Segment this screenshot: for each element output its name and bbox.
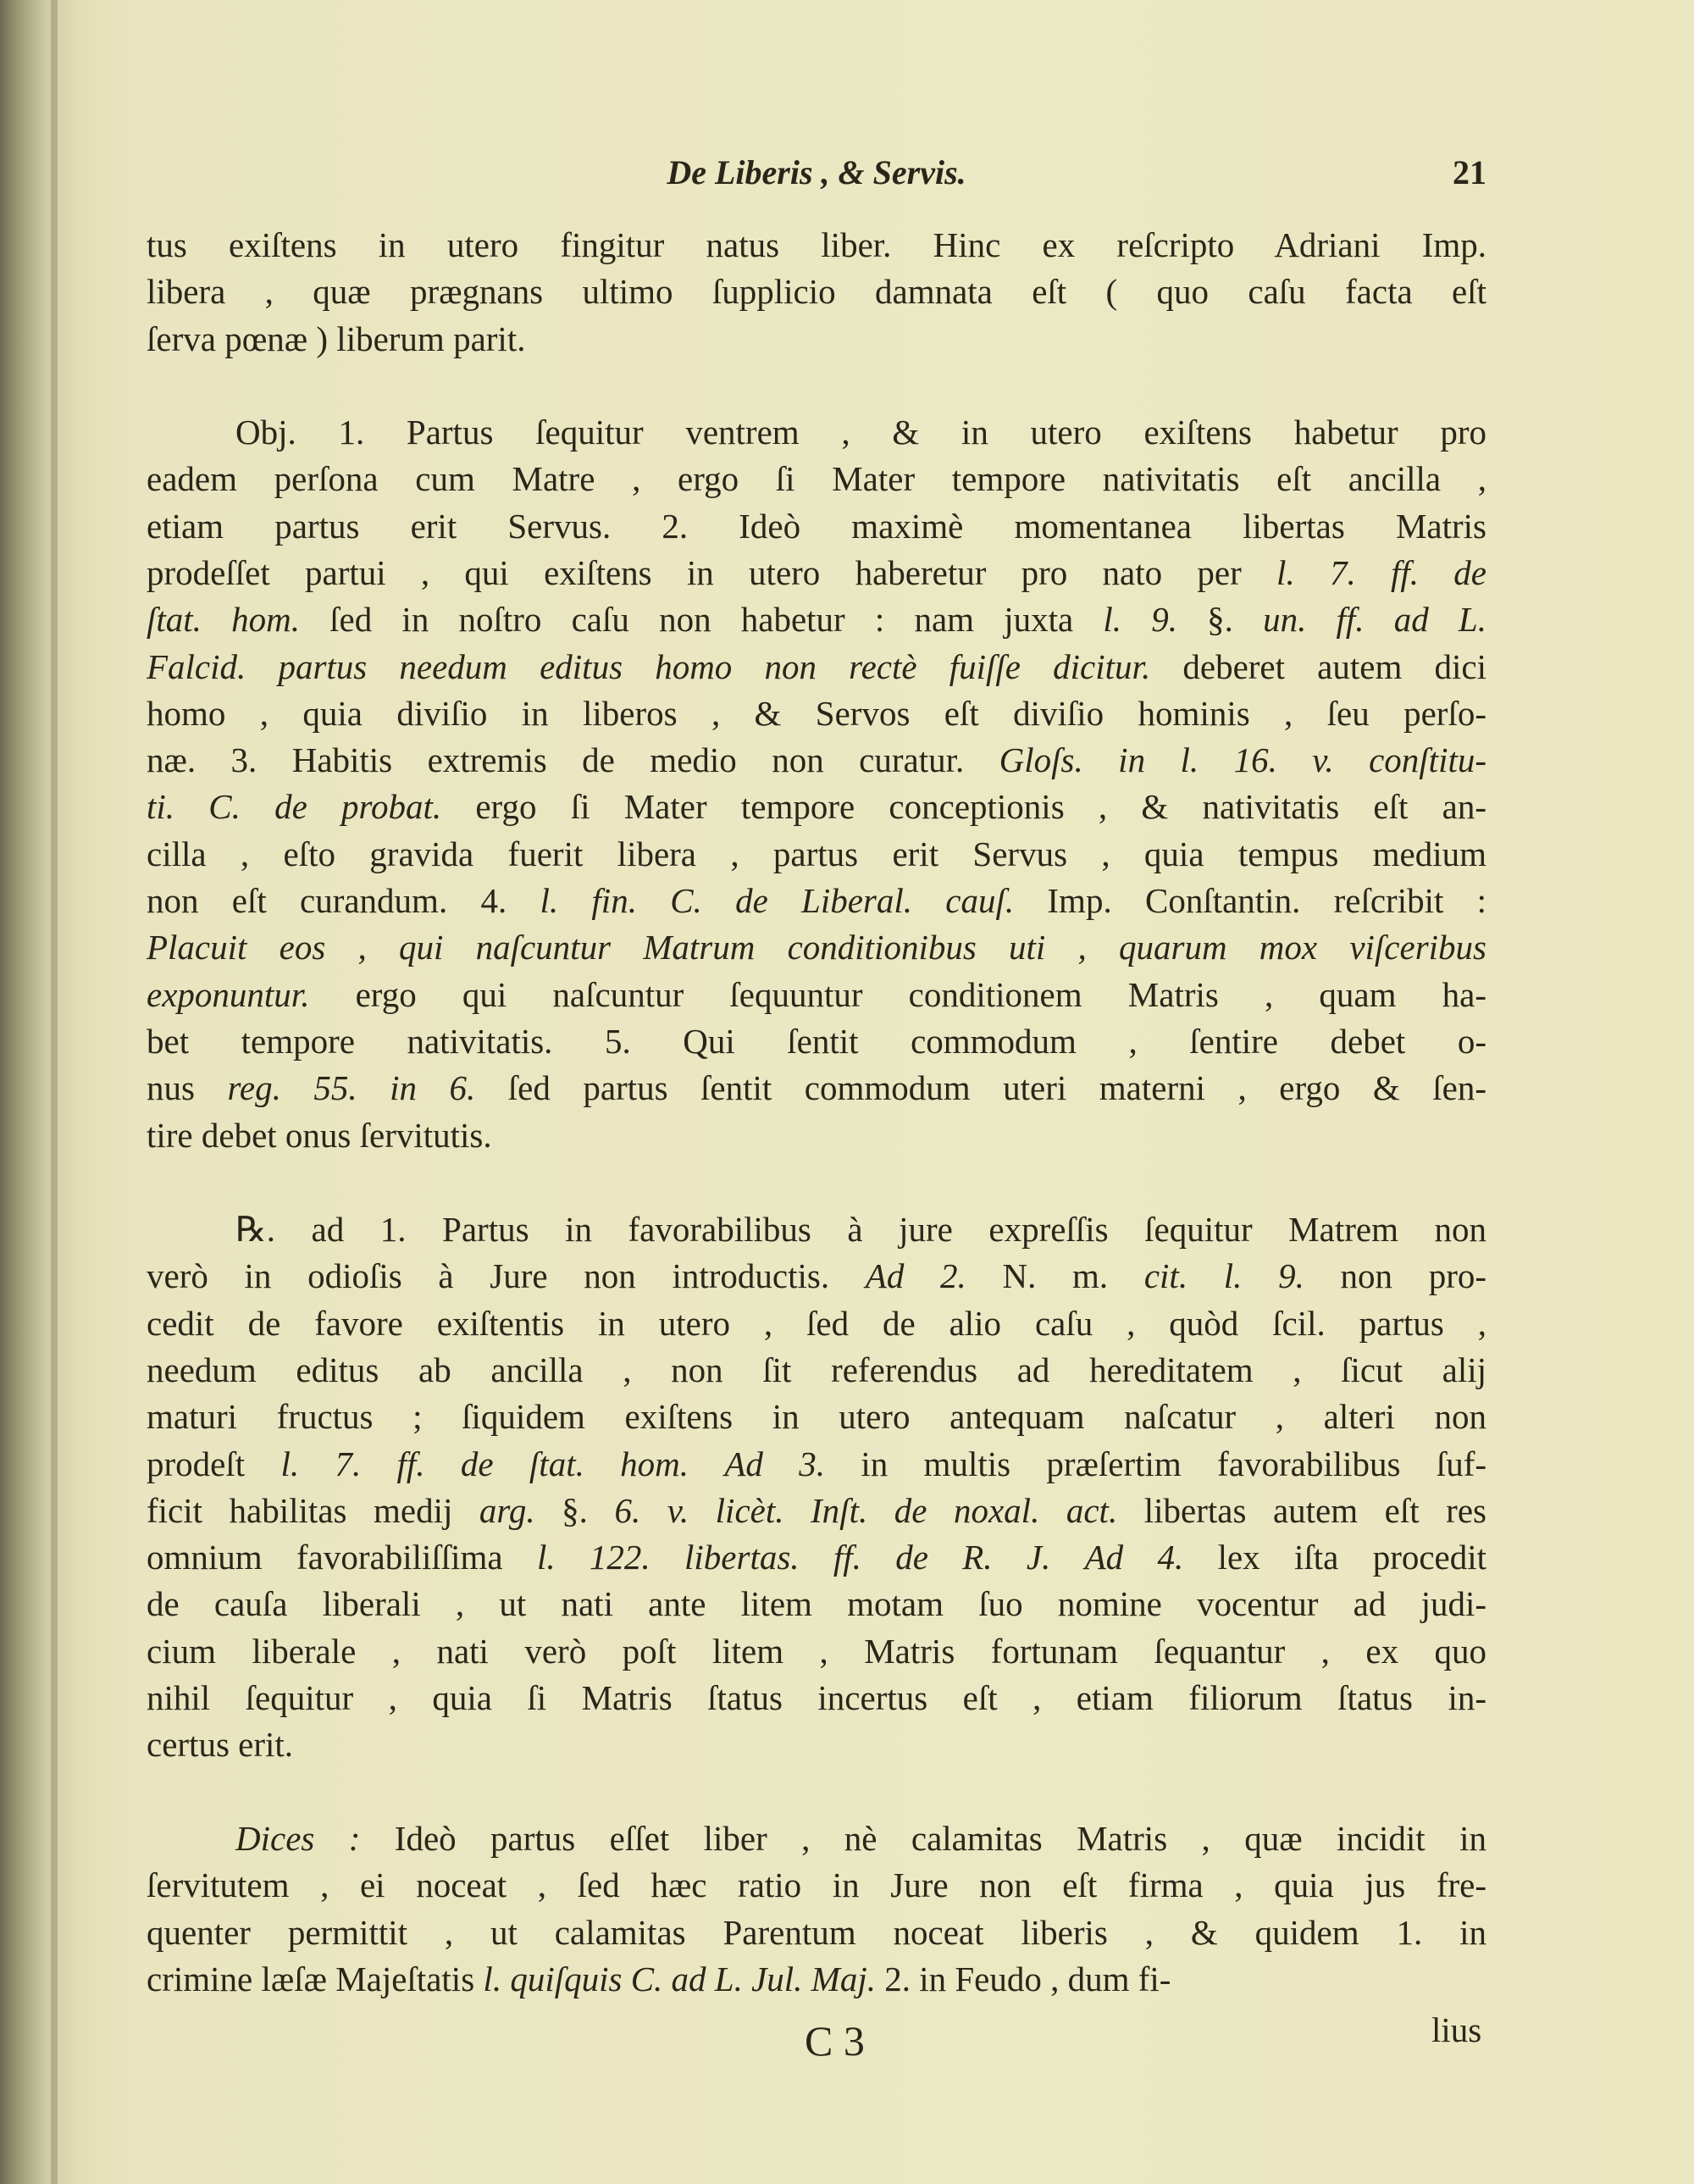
text-line xyxy=(147,407,1486,457)
text-segment: tus exiſtens in utero fingitur natus liber. Hinc ex reſcripto Adriani Imp. xyxy=(147,225,1486,264)
text-segment: non eſt curandum. 4. xyxy=(147,881,540,920)
text-line xyxy=(147,1205,1486,1254)
text-line xyxy=(147,1860,1486,1910)
text-segment: lex iſta procedit xyxy=(1183,1538,1486,1577)
italic-citation: 6. v. licèt. Inſt. de noxal. act. xyxy=(614,1490,1118,1530)
text-segment: N. m. xyxy=(966,1256,1144,1296)
text-line xyxy=(147,267,1486,316)
text-segment: crimine læſæ Majeſtatis xyxy=(147,1959,484,1998)
text-line xyxy=(147,454,1486,503)
text-segment: 2. in Feudo , dum fi- xyxy=(875,1959,1171,1998)
text-segment: prodeſt xyxy=(147,1444,281,1483)
text-segment: in multis præſertim favorabilibus ſuf- xyxy=(825,1444,1486,1483)
text-segment: bet tempore nativitatis. 5. Qui ſentit commodum , ſentire debet o- xyxy=(147,1021,1486,1061)
text-segment: prodeſſet partui , qui exiſtens in utero haberetur pro nato per xyxy=(147,552,1277,592)
text-segment: maturi fructus ; ſiquidem exiſtens in utero antequam naſcatur , alteri non xyxy=(147,1397,1486,1437)
text-segment: non pro- xyxy=(1304,1256,1486,1296)
signature-mark: C 3 xyxy=(805,2017,865,2065)
italic-citation: l. 7. ff. de xyxy=(1276,552,1486,592)
text-segment: ergo ſi Mater tempore conceptionis , & nativitatis eſt an- xyxy=(441,787,1486,827)
text-segment: Imp. Conſtantin. reſcribit : xyxy=(1014,881,1486,920)
text-segment: cilla , eſto gravida fuerit libera , partus erit Servus , quia tempus medium xyxy=(147,834,1486,873)
page-header xyxy=(147,152,1486,203)
text-line xyxy=(147,1063,1486,1112)
italic-citation: Falcid. partus needum editus homo non rectè fuiſſe dicitur. xyxy=(147,646,1151,686)
text-line xyxy=(147,595,1486,644)
text-line xyxy=(147,502,1486,551)
text-line xyxy=(147,970,1486,1019)
text-line xyxy=(147,1345,1486,1394)
text-segment: næ. 3. Habitis extremis de medio non curatur. xyxy=(147,740,999,780)
italic-citation: l. 122. libertas. ff. de R. J. xyxy=(536,1538,1051,1577)
text-line xyxy=(147,1299,1486,1348)
text-segment: tire debet onus ſervitutis. xyxy=(147,1115,492,1155)
text-line xyxy=(147,1486,1486,1535)
italic-citation: Ad 4. xyxy=(1084,1538,1184,1577)
italic-citation: arg. xyxy=(479,1490,535,1530)
text-segment xyxy=(689,1444,724,1483)
text-line xyxy=(147,1392,1486,1441)
page-number: 21 xyxy=(1453,153,1486,191)
text-line xyxy=(147,1251,1486,1300)
text-line xyxy=(147,1908,1486,1957)
italic-citation: l. 7. ff. de ſtat. hom. xyxy=(280,1444,689,1483)
text-line xyxy=(147,314,1486,363)
italic-citation: ti. C. de probat. xyxy=(147,787,442,827)
running-title: De Liberis , & Servis. xyxy=(667,153,966,191)
italic-citation: Dices : xyxy=(235,1819,361,1858)
text-line xyxy=(147,923,1486,972)
text-line xyxy=(147,642,1486,691)
text-segment: ℞. ad 1. Partus in favorabilibus à jure expreſſis ſequitur Matrem non xyxy=(235,1210,1486,1249)
text-segment: eadem perſona cum Matre , ergo ſi Mater tempore nativitatis eſt ancilla , xyxy=(147,459,1486,499)
text-segment xyxy=(1050,1538,1084,1577)
italic-citation: ſtat. hom. xyxy=(147,600,300,640)
text-segment: de cauſa liberali , ut nati ante litem motam ſuo nomine vocentur ad judi- xyxy=(147,1584,1486,1624)
text-segment: libera , quæ prægnans ultimo ſupplicio damnata eſt ( quo caſu facta eſt xyxy=(147,272,1486,312)
text-line xyxy=(147,735,1486,784)
text-segment: certus erit. xyxy=(147,1725,294,1765)
text-segment: §. xyxy=(1176,600,1264,640)
italic-citation: l. fin. C. de Liberal. cauſ. xyxy=(540,881,1015,920)
text-segment: homo , quia diviſio in liberos , & Servos eſt diviſio hominis , ſeu perſo- xyxy=(147,693,1486,733)
italic-citation: exponuntur. xyxy=(147,974,310,1014)
text-segment: deberet autem dici xyxy=(1150,646,1486,686)
text-line xyxy=(147,829,1486,879)
italic-citation: Ad 3. xyxy=(724,1444,825,1483)
text-segment: etiam partus erit Servus. 2. Ideò maximè momentanea libertas Matris xyxy=(147,506,1486,546)
italic-citation: Placuit eos , qui naſcuntur Matrum conditionibus uti , quarum mox viſceribus xyxy=(147,928,1486,967)
text-segment: ſed partus ſentit commodum uteri materni , ergo & ſen- xyxy=(475,1068,1486,1108)
text-line xyxy=(147,876,1486,925)
text-line xyxy=(147,548,1486,597)
text-line xyxy=(147,1533,1486,1582)
text-line xyxy=(147,1720,1486,1769)
text-segment: ergo qui naſcuntur ſequuntur conditionem Matris , quam ha- xyxy=(309,974,1486,1014)
italic-citation: Gloſs. in l. 16. v. conſtitu- xyxy=(999,740,1486,780)
text-segment: §. xyxy=(534,1490,615,1530)
text-segment: Ideò partus eſſet liber , nè calamitas Matris , quæ incidit in xyxy=(360,1819,1486,1858)
text-line xyxy=(147,220,1486,269)
text-segment: cium liberale , nati verò poſt litem , Matris fortunam ſequantur , ex quo xyxy=(147,1631,1486,1671)
text-line xyxy=(147,1673,1486,1722)
catchword: lius xyxy=(1431,2010,1482,2049)
text-line xyxy=(147,1814,1486,1863)
text-segment: ficit habilitas medij xyxy=(147,1490,479,1530)
text-line xyxy=(147,1439,1486,1488)
text-line xyxy=(147,1111,1486,1160)
book-gutter-shadow xyxy=(51,0,58,2184)
text-segment: quenter permittit , ut calamitas Parentum noceat liberis , & quidem 1. in xyxy=(147,1912,1486,1952)
text-segment: ſervitutem , ei noceat , ſed hæc ratio in Jure non eſt firma , quia jus fre- xyxy=(147,1865,1486,1905)
italic-citation: l. 9. xyxy=(1103,600,1177,640)
italic-citation: cit. l. 9. xyxy=(1143,1256,1304,1296)
text-segment: nus xyxy=(147,1068,228,1108)
text-line xyxy=(147,1017,1486,1066)
text-segment: ſed in noſtro caſu non habetur : nam juxta xyxy=(299,600,1104,640)
text-segment: nihil ſequitur , quia ſi Matris ſtatus incertus eſt , etiam filiorum ſtatus in- xyxy=(147,1678,1486,1717)
italic-citation: reg. 55. in 6. xyxy=(227,1068,476,1108)
text-segment: ſerva pœnæ ) liberum parit. xyxy=(147,319,526,358)
text-segment: needum editus ab ancilla , non ſit referendus ad hereditatem , ſicut alij xyxy=(147,1350,1486,1389)
text-segment: omnium favorabiliſſima xyxy=(147,1538,537,1577)
italic-citation: Ad 2. xyxy=(865,1256,966,1296)
text-line xyxy=(147,1579,1486,1628)
italic-citation: un. ff. ad L. xyxy=(1263,600,1486,640)
text-segment: cedit de favore exiſtentis in utero , ſed de alio caſu , quòd ſcil. partus , xyxy=(147,1303,1486,1343)
italic-citation: l. quiſquis C. ad L. Jul. Maj. xyxy=(483,1959,876,1998)
text-segment: verò in odioſis à Jure non introductis. xyxy=(147,1256,866,1296)
text-line xyxy=(147,1627,1486,1676)
text-segment: Obj. 1. Partus ſequitur ventrem , & in utero exiſtens habetur pro xyxy=(235,413,1486,452)
text-line xyxy=(147,1954,1486,2004)
text-line xyxy=(147,782,1486,831)
text-line xyxy=(147,689,1486,738)
text-segment: libertas autem eſt res xyxy=(1117,1490,1486,1530)
